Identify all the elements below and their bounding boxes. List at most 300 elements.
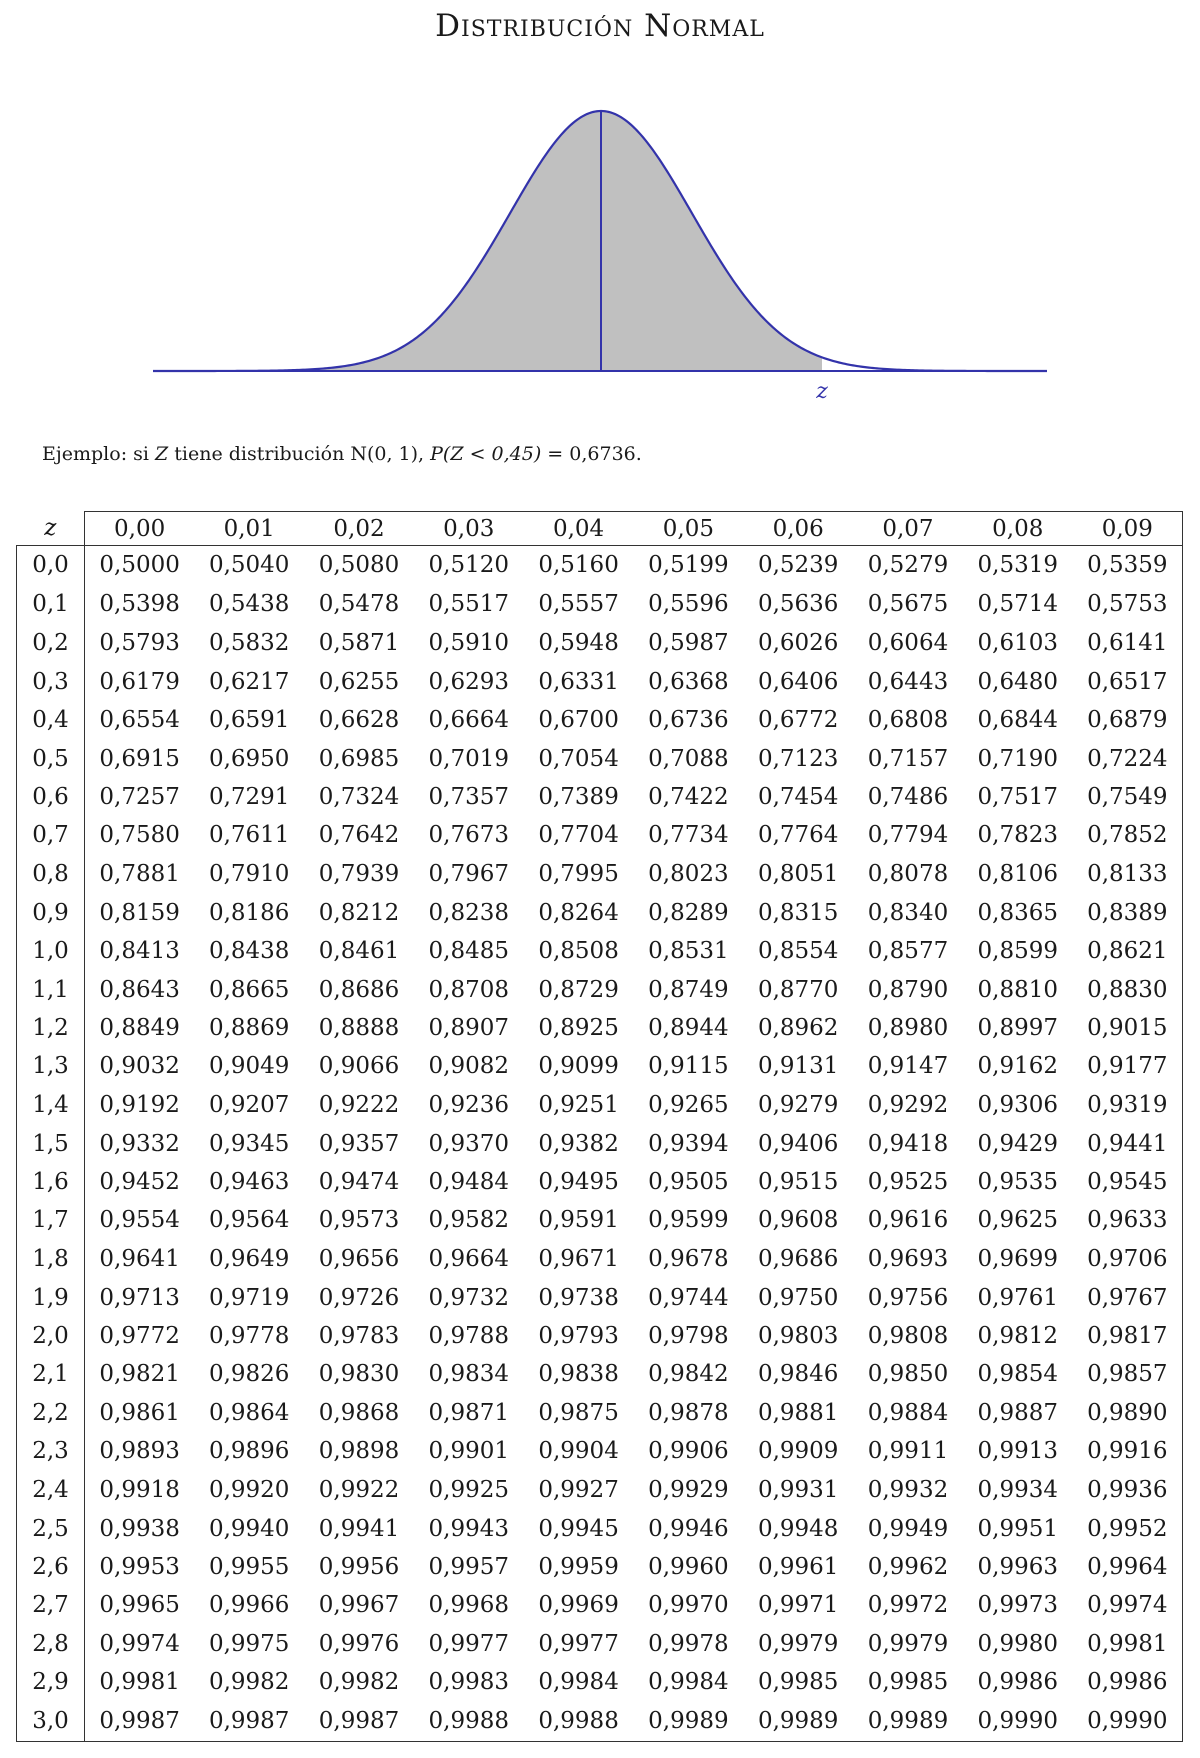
probability-cell: 0,8830 [1073,971,1183,1009]
probability-cell: 0,9988 [524,1702,634,1742]
probability-cell: 0,9554 [99,1207,180,1234]
probability-cell: 0,9932 [867,1477,949,1504]
probability-cell: 0,6736 [648,707,729,734]
probability-cell: 0,9985 [757,1669,839,1696]
probability-cell: 0,8186 [208,899,290,926]
probability-cell: 0,9893 [99,1438,180,1465]
probability-cell: 0,9968 [428,1592,510,1618]
z-value-cell: 2,4 [17,1471,85,1510]
probability-cell: 0,9990 [963,1702,1073,1742]
probability-cell: 0,9207 [208,1092,290,1119]
probability-cell: 0,9750 [757,1284,839,1311]
probability-cell: 0,9971 [757,1592,839,1618]
probability-cell: 0,9906 [648,1438,729,1465]
probability-cell: 0,9664 [428,1245,510,1272]
probability-cell: 0,6026 [757,629,839,656]
probability-cell: 0,6772 [757,707,839,734]
probability-cell: 0,9956 [318,1553,400,1580]
probability-cell: 0,7291 [208,784,290,811]
probability-cell: 0,9948 [757,1515,839,1542]
probability-cell: 0,7454 [757,784,839,811]
probability-cell: 0,7995 [538,861,619,888]
probability-cell: 0,5279 [867,552,949,579]
table-row [17,1663,1183,1702]
column-header: 0,05 [633,512,743,546]
table-row [17,1393,1183,1432]
probability-cell: 0,7549 [1073,778,1183,816]
probability-cell: 0,9952 [1073,1509,1183,1548]
probability-cell: 0,9699 [977,1245,1059,1272]
probability-cell: 0,5557 [538,591,619,618]
probability-cell: 0,9505 [648,1169,729,1196]
probability-cell: 0,9463 [208,1169,290,1196]
probability-cell: 0,9896 [208,1438,290,1465]
probability-cell: 0,9982 [208,1669,290,1696]
probability-cell: 0,9066 [318,1053,400,1080]
probability-cell: 0,9345 [208,1130,290,1157]
normal-curve-figure [0,90,1200,420]
probability-cell: 0,8413 [99,938,180,965]
probability-cell: 0,8621 [1073,932,1183,971]
z-value-cell: 1,7 [17,1201,85,1240]
probability-cell: 0,8289 [648,899,729,926]
probability-cell: 0,9931 [757,1477,839,1504]
probability-cell: 0,6103 [977,629,1059,656]
probability-cell: 0,8554 [757,938,839,965]
probability-cell: 0,9452 [99,1169,180,1196]
probability-cell: 0,5910 [428,629,510,656]
z-value-cell: 0,0 [17,546,85,585]
probability-cell: 0,9236 [428,1092,510,1119]
probability-cell: 0,9960 [648,1553,729,1580]
probability-cell: 0,9484 [428,1169,510,1196]
probability-cell: 0,9909 [757,1438,839,1465]
probability-cell: 0,8340 [867,899,949,926]
example-result: = 0,6736. [541,443,642,465]
probability-cell: 0,9913 [977,1438,1059,1465]
probability-cell: 0,9890 [1073,1393,1183,1432]
probability-cell: 0,9979 [757,1630,839,1657]
probability-cell: 0,7486 [867,784,949,811]
probability-cell: 0,5160 [538,552,619,579]
column-header: 0,04 [524,512,634,546]
probability-cell: 0,9922 [318,1477,400,1504]
probability-cell: 0,9099 [538,1053,619,1080]
z-value-cell: 1,1 [17,971,85,1009]
probability-cell: 0,8907 [428,1014,510,1041]
probability-cell: 0,9772 [99,1323,180,1350]
probability-cell: 0,8888 [318,1014,400,1041]
probability-cell: 0,9049 [208,1053,290,1080]
probability-cell: 0,5948 [538,629,619,656]
probability-cell: 0,9868 [318,1399,400,1426]
probability-cell: 0,5596 [648,591,729,618]
column-header: 0,06 [743,512,853,546]
z-column-header: z [17,512,85,546]
probability-cell: 0,9732 [428,1284,510,1311]
probability-cell: 0,6179 [99,668,180,695]
column-header: 0,08 [963,512,1073,546]
probability-cell: 0,9959 [538,1553,619,1580]
probability-cell: 0,9525 [867,1169,949,1196]
table-header-row [17,512,1183,546]
probability-cell: 0,9925 [428,1477,510,1504]
probability-cell: 0,6879 [1073,701,1183,740]
probability-cell: 0,9982 [318,1669,400,1696]
probability-cell: 0,5636 [757,591,839,618]
probability-cell: 0,8023 [648,861,729,888]
probability-cell: 0,9495 [538,1169,619,1196]
shaded-area [153,111,822,371]
probability-cell: 0,9625 [977,1207,1059,1234]
probability-cell: 0,9817 [1073,1317,1183,1356]
probability-cell: 0,9943 [428,1515,510,1542]
probability-cell: 0,7967 [428,861,510,888]
table-row [17,1471,1183,1510]
probability-cell: 0,9793 [538,1323,619,1350]
table-row [17,662,1183,701]
probability-cell: 0,8770 [757,976,839,1003]
probability-cell: 0,6217 [208,668,290,695]
probability-cell: 0,5199 [648,552,729,579]
column-header: 0,02 [304,512,414,546]
table-row [17,932,1183,971]
probability-cell: 0,9582 [428,1207,510,1234]
probability-cell: 0,9974 [99,1630,180,1657]
probability-cell: 0,5359 [1073,546,1183,585]
probability-cell: 0,9945 [538,1515,619,1542]
probability-cell: 0,9927 [538,1477,619,1504]
table-row [17,1509,1183,1548]
probability-cell: 0,9884 [867,1399,949,1426]
table-row [17,701,1183,740]
probability-cell: 0,9429 [977,1130,1059,1157]
probability-cell: 0,5478 [318,591,400,618]
probability-cell: 0,9738 [538,1284,619,1311]
probability-cell: 0,9761 [977,1284,1059,1311]
probability-cell: 0,9767 [1073,1278,1183,1317]
probability-cell: 0,7123 [757,746,839,773]
z-value-cell: 2,1 [17,1356,85,1394]
z-value-cell: 0,7 [17,816,85,855]
probability-cell: 0,9599 [648,1207,729,1234]
example-middle: tiene distribución N(0, 1), [168,443,431,465]
table-row [17,1047,1183,1086]
probability-cell: 0,9306 [977,1092,1059,1119]
table-row [17,740,1183,779]
z-value-cell: 1,3 [17,1047,85,1086]
probability-cell: 0,9591 [538,1207,619,1234]
probability-cell: 0,7088 [648,746,729,773]
probability-cell: 0,8997 [977,1014,1059,1041]
probability-cell: 0,7054 [538,746,619,773]
probability-cell: 0,7852 [1073,816,1183,855]
probability-cell: 0,7910 [208,861,290,888]
probability-cell: 0,6664 [428,707,510,734]
probability-cell: 0,6331 [538,668,619,695]
probability-cell: 0,9671 [538,1245,619,1272]
probability-cell: 0,9962 [867,1553,949,1580]
probability-cell: 0,9972 [867,1592,949,1618]
probability-cell: 0,9976 [318,1630,400,1657]
probability-cell: 0,9936 [1073,1471,1183,1510]
probability-cell: 0,8810 [977,976,1059,1003]
probability-cell: 0,5793 [99,629,180,656]
probability-cell: 0,7580 [99,822,180,849]
probability-cell: 0,9474 [318,1169,400,1196]
probability-cell: 0,9778 [208,1323,290,1350]
probability-cell: 0,9955 [208,1553,290,1580]
table-row [17,1278,1183,1317]
probability-cell: 0,9641 [99,1245,180,1272]
probability-cell: 0,8389 [1073,893,1183,932]
probability-cell: 0,5714 [977,591,1059,618]
example-text [42,443,642,465]
probability-cell: 0,8531 [648,938,729,965]
probability-cell: 0,9821 [99,1361,180,1388]
probability-cell: 0,9981 [1073,1624,1183,1663]
probability-cell: 0,7357 [428,784,510,811]
probability-cell: 0,8980 [867,1014,949,1041]
probability-cell: 0,7939 [318,861,400,888]
probability-cell: 0,9918 [99,1477,180,1504]
probability-cell: 0,9983 [428,1669,510,1696]
z-value-cell: 2,3 [17,1432,85,1471]
probability-cell: 0,8925 [538,1014,619,1041]
probability-cell: 0,9949 [867,1515,949,1542]
z-value-cell: 1,9 [17,1278,85,1317]
z-value-cell: 0,8 [17,855,85,894]
probability-cell: 0,9265 [648,1092,729,1119]
probability-cell: 0,9970 [648,1592,729,1618]
probability-cell: 0,9929 [648,1477,729,1504]
probability-cell: 0,9881 [757,1399,839,1426]
probability-cell: 0,8643 [99,976,180,1003]
probability-cell: 0,7764 [757,822,839,849]
table-row [17,855,1183,894]
probability-cell: 0,7257 [99,784,180,811]
z-value-cell: 0,2 [17,624,85,663]
table-row [17,624,1183,663]
probability-cell: 0,8461 [318,938,400,965]
z-value-cell: 1,2 [17,1008,85,1047]
probability-cell: 0,9951 [977,1515,1059,1542]
probability-cell: 0,9938 [99,1515,180,1542]
probability-cell: 0,9989 [633,1702,743,1742]
probability-cell: 0,6808 [867,707,949,734]
probability-cell: 0,6591 [208,707,290,734]
z-value-cell: 0,9 [17,893,85,932]
probability-cell: 0,6064 [867,629,949,656]
probability-cell: 0,9846 [757,1361,839,1388]
probability-cell: 0,9131 [757,1053,839,1080]
probability-cell: 0,6517 [1073,662,1183,701]
probability-cell: 0,8315 [757,899,839,926]
probability-cell: 0,8790 [867,976,949,1003]
probability-cell: 0,9222 [318,1092,400,1119]
table-row [17,546,1183,585]
probability-cell: 0,8485 [428,938,510,965]
probability-cell: 0,7823 [977,822,1059,849]
probability-cell: 0,8708 [428,976,510,1003]
probability-cell: 0,9990 [1073,1702,1183,1742]
z-value-cell: 1,6 [17,1163,85,1201]
probability-cell: 0,9633 [1073,1201,1183,1240]
probability-cell: 0,7794 [867,822,949,849]
probability-cell: 0,9980 [977,1630,1059,1657]
probability-cell: 0,9830 [318,1361,400,1388]
probability-cell: 0,5675 [867,591,949,618]
probability-cell: 0,9370 [428,1130,510,1157]
probability-cell: 0,9966 [208,1592,290,1618]
z-value-cell: 2,0 [17,1317,85,1356]
probability-cell: 0,9251 [538,1092,619,1119]
probability-cell: 0,8159 [99,899,180,926]
table-row [17,1201,1183,1240]
probability-cell: 0,9719 [208,1284,290,1311]
probability-cell: 0,9861 [99,1399,180,1426]
probability-cell: 0,9979 [867,1630,949,1657]
probability-cell: 0,5239 [757,552,839,579]
probability-cell: 0,6554 [99,707,180,734]
probability-cell: 0,7190 [977,746,1059,773]
table-row [17,971,1183,1009]
column-header: 0,03 [414,512,524,546]
probability-cell: 0,9842 [648,1361,729,1388]
table-row [17,1008,1183,1047]
z-value-cell: 1,8 [17,1240,85,1279]
probability-cell: 0,9850 [867,1361,949,1388]
probability-cell: 0,7019 [428,746,510,773]
probability-cell: 0,5040 [208,552,290,579]
probability-cell: 0,9441 [1073,1125,1183,1164]
table-row [17,1586,1183,1625]
z-value-cell: 1,4 [17,1086,85,1125]
probability-cell: 0,9941 [318,1515,400,1542]
probability-cell: 0,9649 [208,1245,290,1272]
probability-cell: 0,6628 [318,707,400,734]
probability-cell: 0,9989 [853,1702,963,1742]
probability-cell: 0,8051 [757,861,839,888]
table-row [17,778,1183,816]
probability-cell: 0,9977 [538,1630,619,1657]
probability-cell: 0,9608 [757,1207,839,1234]
probability-cell: 0,9961 [757,1553,839,1580]
probability-cell: 0,5438 [208,591,290,618]
table-row [17,1317,1183,1356]
probability-cell: 0,9973 [977,1592,1059,1618]
z-table [16,511,1183,1742]
probability-cell: 0,9406 [757,1130,839,1157]
probability-cell: 0,9978 [648,1630,729,1657]
probability-cell: 0,9898 [318,1438,400,1465]
probability-cell: 0,9798 [648,1323,729,1350]
probability-cell: 0,5987 [648,629,729,656]
probability-cell: 0,9418 [867,1130,949,1157]
probability-cell: 0,9678 [648,1245,729,1272]
probability-cell: 0,9292 [867,1092,949,1119]
probability-cell: 0,9887 [977,1399,1059,1426]
table-row [17,1163,1183,1201]
probability-cell: 0,8729 [538,976,619,1003]
probability-cell: 0,9957 [428,1553,510,1580]
probability-cell: 0,9988 [414,1702,524,1742]
probability-cell: 0,9934 [977,1477,1059,1504]
probability-cell: 0,9864 [208,1399,290,1426]
example-var: Z [155,443,169,465]
probability-cell: 0,8686 [318,976,400,1003]
probability-cell: 0,9032 [99,1053,180,1080]
probability-cell: 0,9985 [867,1669,949,1696]
table-row [17,1432,1183,1471]
probability-cell: 0,9319 [1073,1086,1183,1125]
z-value-cell: 2,9 [17,1663,85,1702]
probability-cell: 0,9987 [304,1702,414,1742]
probability-cell: 0,9162 [977,1053,1059,1080]
column-header: 0,09 [1073,512,1183,546]
probability-cell: 0,9854 [977,1361,1059,1388]
probability-cell: 0,9987 [85,1702,195,1742]
probability-cell: 0,5871 [318,629,400,656]
probability-cell: 0,9756 [867,1284,949,1311]
probability-cell: 0,8133 [1073,855,1183,894]
z-value-cell: 3,0 [17,1702,85,1742]
probability-cell: 0,9279 [757,1092,839,1119]
probability-cell: 0,8212 [318,899,400,926]
z-value-cell: 1,0 [17,932,85,971]
probability-cell: 0,9838 [538,1361,619,1388]
probability-cell: 0,9967 [318,1592,400,1618]
probability-cell: 0,7224 [1073,740,1183,779]
probability-cell: 0,9686 [757,1245,839,1272]
probability-cell: 0,9901 [428,1438,510,1465]
probability-cell: 0,9911 [867,1438,949,1465]
probability-cell: 0,9564 [208,1207,290,1234]
probability-cell: 0,8078 [867,861,949,888]
probability-cell: 0,6255 [318,668,400,695]
probability-cell: 0,5832 [208,629,290,656]
probability-cell: 0,9332 [99,1130,180,1157]
probability-cell: 0,7324 [318,784,400,811]
probability-cell: 0,6141 [1073,624,1183,663]
table-row [17,585,1183,624]
z-value-cell: 2,2 [17,1393,85,1432]
column-header: 0,01 [194,512,304,546]
probability-cell: 0,7517 [977,784,1059,811]
probability-cell: 0,9871 [428,1399,510,1426]
probability-cell: 0,9974 [1073,1586,1183,1625]
probability-cell: 0,9382 [538,1130,619,1157]
z-value-cell: 0,6 [17,778,85,816]
table-row [17,1356,1183,1394]
probability-cell: 0,6368 [648,668,729,695]
probability-cell: 0,5000 [99,552,180,579]
z-value-cell: 0,5 [17,740,85,779]
probability-cell: 0,9857 [1073,1356,1183,1394]
probability-cell: 0,9986 [1073,1663,1183,1702]
probability-cell: 0,5517 [428,591,510,618]
probability-cell: 0,9147 [867,1053,949,1080]
z-value-cell: 2,6 [17,1548,85,1586]
probability-cell: 0,9953 [99,1553,180,1580]
table-row [17,1624,1183,1663]
probability-cell: 0,9015 [1073,1008,1183,1047]
probability-cell: 0,9535 [977,1169,1059,1196]
probability-cell: 0,9573 [318,1207,400,1234]
table-row [17,1125,1183,1164]
probability-cell: 0,8749 [648,976,729,1003]
probability-cell: 0,9920 [208,1477,290,1504]
